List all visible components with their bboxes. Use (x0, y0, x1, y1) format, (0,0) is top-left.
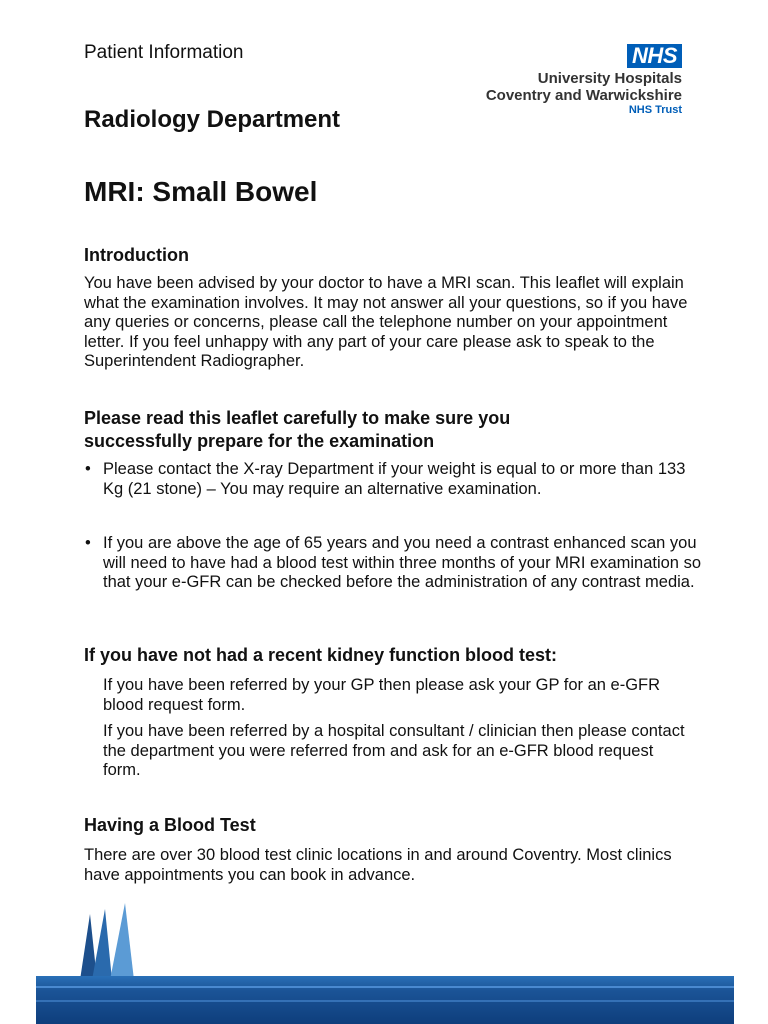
footer-stripe (36, 986, 734, 988)
nhs-trust-logo (442, 44, 682, 117)
bullet-text: Please contact the X-ray Department if your weight is equal to or more than 133 Kg (21 stone) – You may require an alternative examination. (103, 460, 686, 498)
blood-test-heading: Having a Blood Test (84, 815, 256, 835)
footer-stripe (36, 1000, 734, 1002)
logo-line-1: University Hospitals (537, 70, 682, 87)
department-heading: Radiology Department (84, 106, 341, 133)
spire-right (110, 903, 134, 980)
intro-heading: Introduction (84, 245, 189, 265)
nhs-badge: NHS (627, 44, 682, 68)
kidney-para-1: If you have been referred by your GP then please ask your GP for an e-GFR blood request form. (103, 676, 661, 714)
spire-middle (92, 909, 112, 980)
blood-test-body: There are over 30 blood test clinic locations in and around Coventry. Most clinics have appointments you can book in advance. (84, 846, 672, 884)
header-patient-information: Patient Information (84, 42, 244, 63)
logo-line-3: NHS Trust (628, 104, 682, 116)
kidney-para-2: If you have been referred by a hospital consultant / clinician then please contact the department you were referred from and ask for an e-GFR blood request form. (103, 722, 685, 779)
prepare-heading: Please read this leaflet carefully to make sure you successfully prepare for the examination (84, 408, 511, 451)
spires-graphic (70, 900, 150, 980)
footer-bar (36, 976, 734, 1024)
bullet-dot-icon: • (85, 534, 91, 552)
bullet-dot-icon: • (85, 460, 91, 478)
list-item (84, 460, 703, 499)
intro-body: You have been advised by your doctor to have a MRI scan. This leaflet will explain what the examination involves. It may not answer all your questions, so if you have any queries or concerns, please call the telephone number on your appointment letter. If you feel unhappy with any part of your care please ask to speak to the Superintendent Radiographer. (84, 274, 688, 370)
bullet-text: If you are above the age of 65 years and you need a contrast enhanced scan you will need to have had a blood test within three months of your MRI examination so that your e-GFR can be checked before the administration of any contrast media. (103, 534, 701, 591)
kidney-heading: If you have not had a recent kidney function blood test: (84, 645, 558, 665)
page-title: MRI: Small Bowel (84, 176, 318, 207)
list-item (84, 534, 703, 593)
logo-line-2: Coventry and Warwickshire (485, 87, 682, 104)
